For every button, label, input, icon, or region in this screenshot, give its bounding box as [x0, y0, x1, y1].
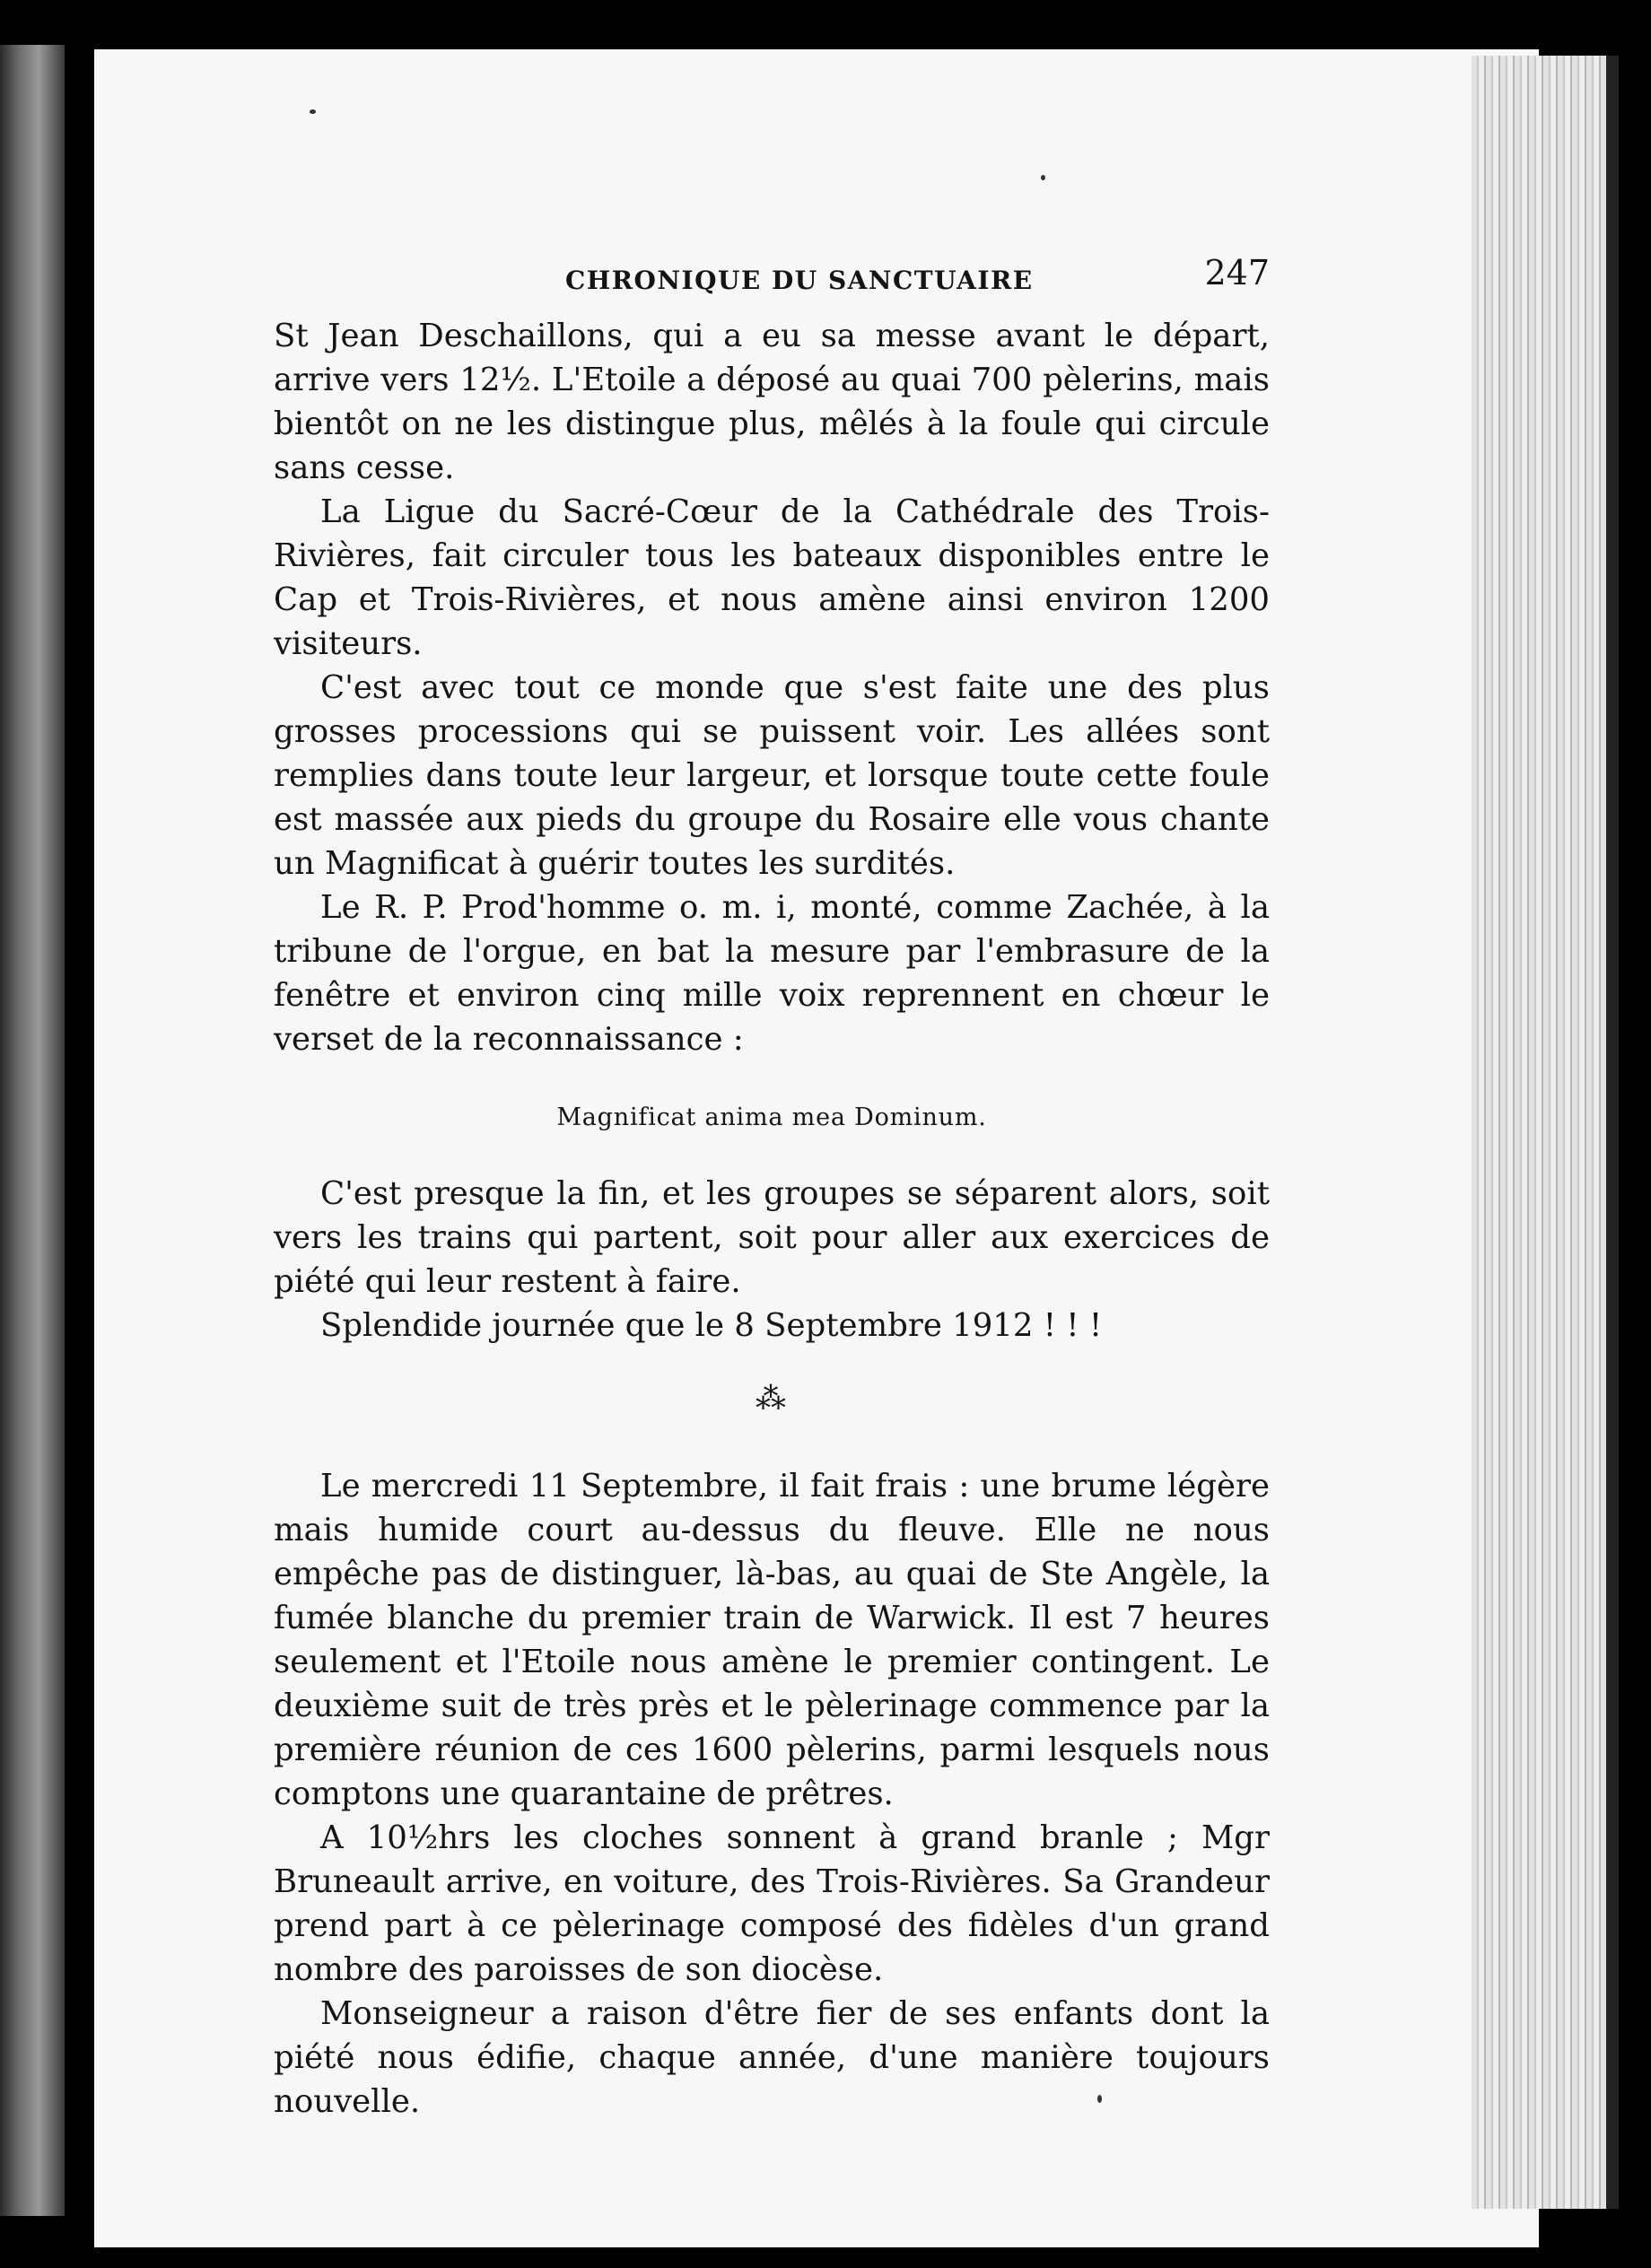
page-number: 247: [1204, 253, 1270, 292]
paragraph: Le mercredi 11 Septembre, il fait frais : une brume légère mais humide court au-dessus du fleuve. Elle ne nous empêche pas de distinguer, là-bas, au quai de Ste Angèle, la fumée blanche du premier train de Warwick. Il est 7 heures seulement et l'Etoile nous amène le premier contingent. Le deuxième suit de très près et le pèlerinage commence par la première réunion de ces 1600 pèlerins, parmi lesquels nous comptons une quarantaine de prêtres.: [274, 1468, 1270, 1812]
section-break-asterism: ⁂: [756, 1381, 788, 1417]
paragraph: A 10½hrs les cloches sonnent à grand branle ; Mgr Bruneault arrive, en voiture, des Trois-Rivières. Sa Grandeur prend part à ce pèlerinage composé des fidèles d'un grand nombre des paroisses de son diocèse.: [274, 1819, 1270, 1988]
paragraph: St Jean Deschaillons, qui a eu sa messe avant le départ, arrive vers 12½. L'Etoile a déposé au quai 700 pèlerins, mais bientôt on ne les distingue plus, mêlés à la foule qui circule sans cesse.: [274, 318, 1270, 486]
facing-page-edge: [0, 45, 65, 2216]
running-title: CHRONIQUE DU SANCTUAIRE: [565, 266, 1034, 295]
paragraph: C'est presque la fin, et les groupes se séparent alors, soit vers les trains qui partent, soit pour aller aux exercices de piété qui leur restent à faire.: [274, 1175, 1270, 1300]
paragraph: Monseigneur a raison d'être fier de ses enfants dont la piété nous édifie, chaque année, d'une manière toujours nouvelle.: [274, 1995, 1270, 2120]
paragraph: Splendide journée que le 8 Septembre 1912 ! ! !: [320, 1307, 1103, 1344]
latin-quote: Magnificat anima mea Dominum.: [556, 1103, 987, 1131]
paragraph: La Ligue du Sacré-Cœur de la Cathédrale des Trois-Rivières, fait circuler tous les bateaux disponibles entre le Cap et Trois-Rivières, et nous amène ainsi environ 1200 visiteurs.: [274, 493, 1270, 662]
paragraph: C'est avec tout ce monde que s'est faite une des plus grosses processions qui se puissent voir. Les allées sont remplies dans toute leur largeur, et lorsque toute cette foule est massée aux pieds du groupe du Rosaire elle vous chante un Magnificat à guérir toutes les surdités.: [274, 669, 1270, 882]
page-stack-shadow: [1606, 56, 1619, 2209]
page-stack-edge: [1472, 56, 1606, 2209]
speck: [1041, 175, 1045, 180]
running-head: [274, 251, 1270, 314]
speck: [310, 109, 316, 114]
page-text: [274, 251, 1270, 2124]
paragraph: Le R. P. Prod'homme o. m. i, monté, comme Zachée, à la tribune de l'orgue, en bat la mesure par l'embrasure de la fenêtre et environ cinq mille voix reprennent en chœur le verset de la reconnaissance :: [274, 889, 1270, 1058]
